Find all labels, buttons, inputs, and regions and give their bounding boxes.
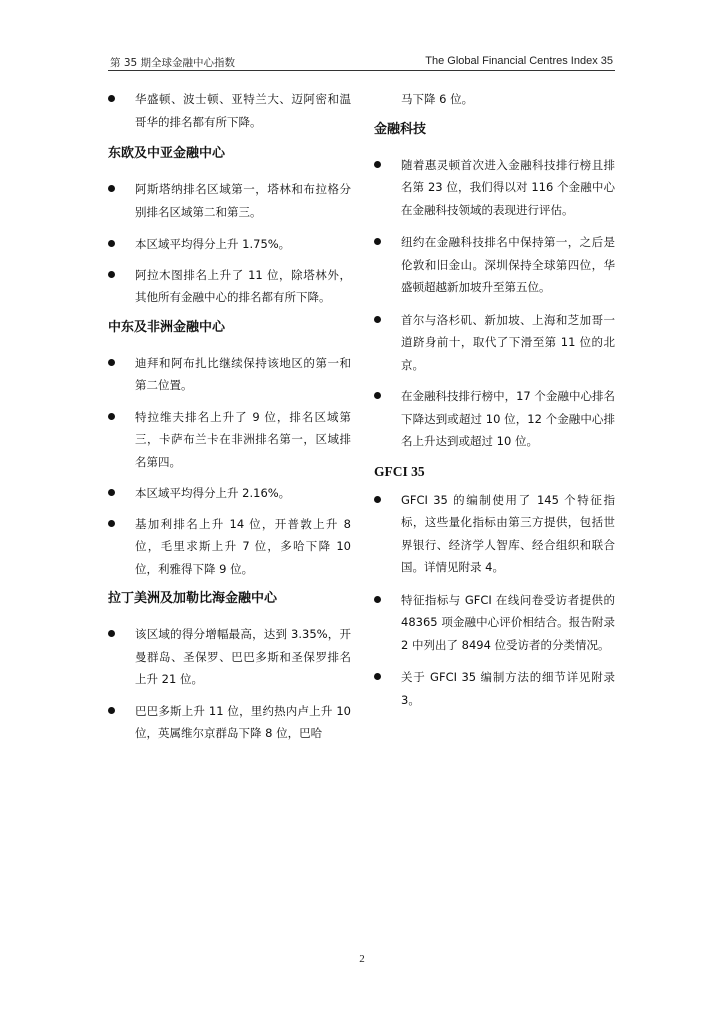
bullet-item: 在金融科技排行榜中，17 个金融中心排名下降达到或超过 10 位，12 个金融中心排名上升达到或超过 10 位。 xyxy=(374,385,615,453)
bullet-item: 华盛顿、波士顿、亚特兰大、迈阿密和温哥华的排名都有所下降。 xyxy=(108,88,351,133)
header-right-title: The Global Financial Centres Index 35 xyxy=(425,55,613,67)
bullet-item: 特拉维夫排名上升了 9 位，排名区域第三，卡萨布兰卡在非洲排名第一，区域排名第四。 xyxy=(108,406,351,474)
bullet-item: 随着惠灵顿首次进入金融科技排行榜且排名第 23 位，我们得以对 116 个金融中心在金融科技领域的表现进行评估。 xyxy=(374,154,615,222)
left-column xyxy=(108,88,351,745)
bullet-item: 纽约在金融科技排名中保持第一，之后是伦敦和旧金山。深圳保持全球第四位，华盛顿超越新加坡升至第五位。 xyxy=(374,231,615,299)
bullet-item: 该区域的得分增幅最高，达到 3.35%，开曼群岛、圣保罗、巴巴多斯和圣保罗排名上升 21 位。 xyxy=(108,623,351,691)
bullet-item: 阿拉木图排名上升了 11 位，除塔林外，其他所有金融中心的排名都有所下降。 xyxy=(108,264,351,309)
right-column xyxy=(374,88,615,711)
bullet-item: 迪拜和阿布扎比继续保持该地区的第一和第二位置。 xyxy=(108,352,351,397)
section-heading-fintech: 金融科技 xyxy=(374,121,427,137)
section-heading-eastern-europe: 东欧及中亚金融中心 xyxy=(108,146,226,161)
bullet-item: 特征指标与 GFCI 在线问卷受访者提供的 48365 项金融中心评价相结合。报告附录 2 中列出了 8494 位受访者的分类情况。 xyxy=(374,589,615,657)
bullet-item: 巴巴多斯上升 11 位，里约热内卢上升 10 位，英属维尔京群岛下降 8 位，巴哈 xyxy=(108,700,351,745)
section-heading-middle-east-africa: 中东及非洲金融中心 xyxy=(108,319,226,335)
continued-text: 马下降 6 位。 xyxy=(401,92,474,106)
bullet-item: 关于 GFCI 35 编制方法的细节详见附录 3。 xyxy=(374,666,615,711)
bullet-item: 首尔与洛杉矶、新加坡、上海和芝加哥一道跻身前十，取代了下滑至第 11 位的北京。 xyxy=(374,309,615,377)
header-divider xyxy=(108,70,615,71)
section-heading-gfci35: GFCI 35 xyxy=(374,463,425,479)
page-number: 2 xyxy=(359,953,365,965)
header-left-title: 第 35 期全球金融中心指数 xyxy=(110,57,236,69)
bullet-item: 基加利排名上升 14 位，开普敦上升 8 位，毛里求斯上升 7 位，多哈下降 10 位，利雅得下降 9 位。 xyxy=(108,513,351,581)
bullet-item: 阿斯塔纳排名区域第一，塔林和布拉格分别排名区域第二和第三。 xyxy=(108,178,351,223)
bullet-item: GFCI 35 的编制使用了 145 个特征指标，这些量化指标由第三方提供，包括世界银行、经济学人智库、经合组织和联合国。详情见附录 4。 xyxy=(374,489,615,579)
bullet-item: 本区域平均得分上升 1.75%。 xyxy=(108,233,351,256)
section-heading-latin-america: 拉丁美洲及加勒比海金融中心 xyxy=(108,591,278,606)
bullet-item: 本区域平均得分上升 2.16%。 xyxy=(108,482,351,505)
